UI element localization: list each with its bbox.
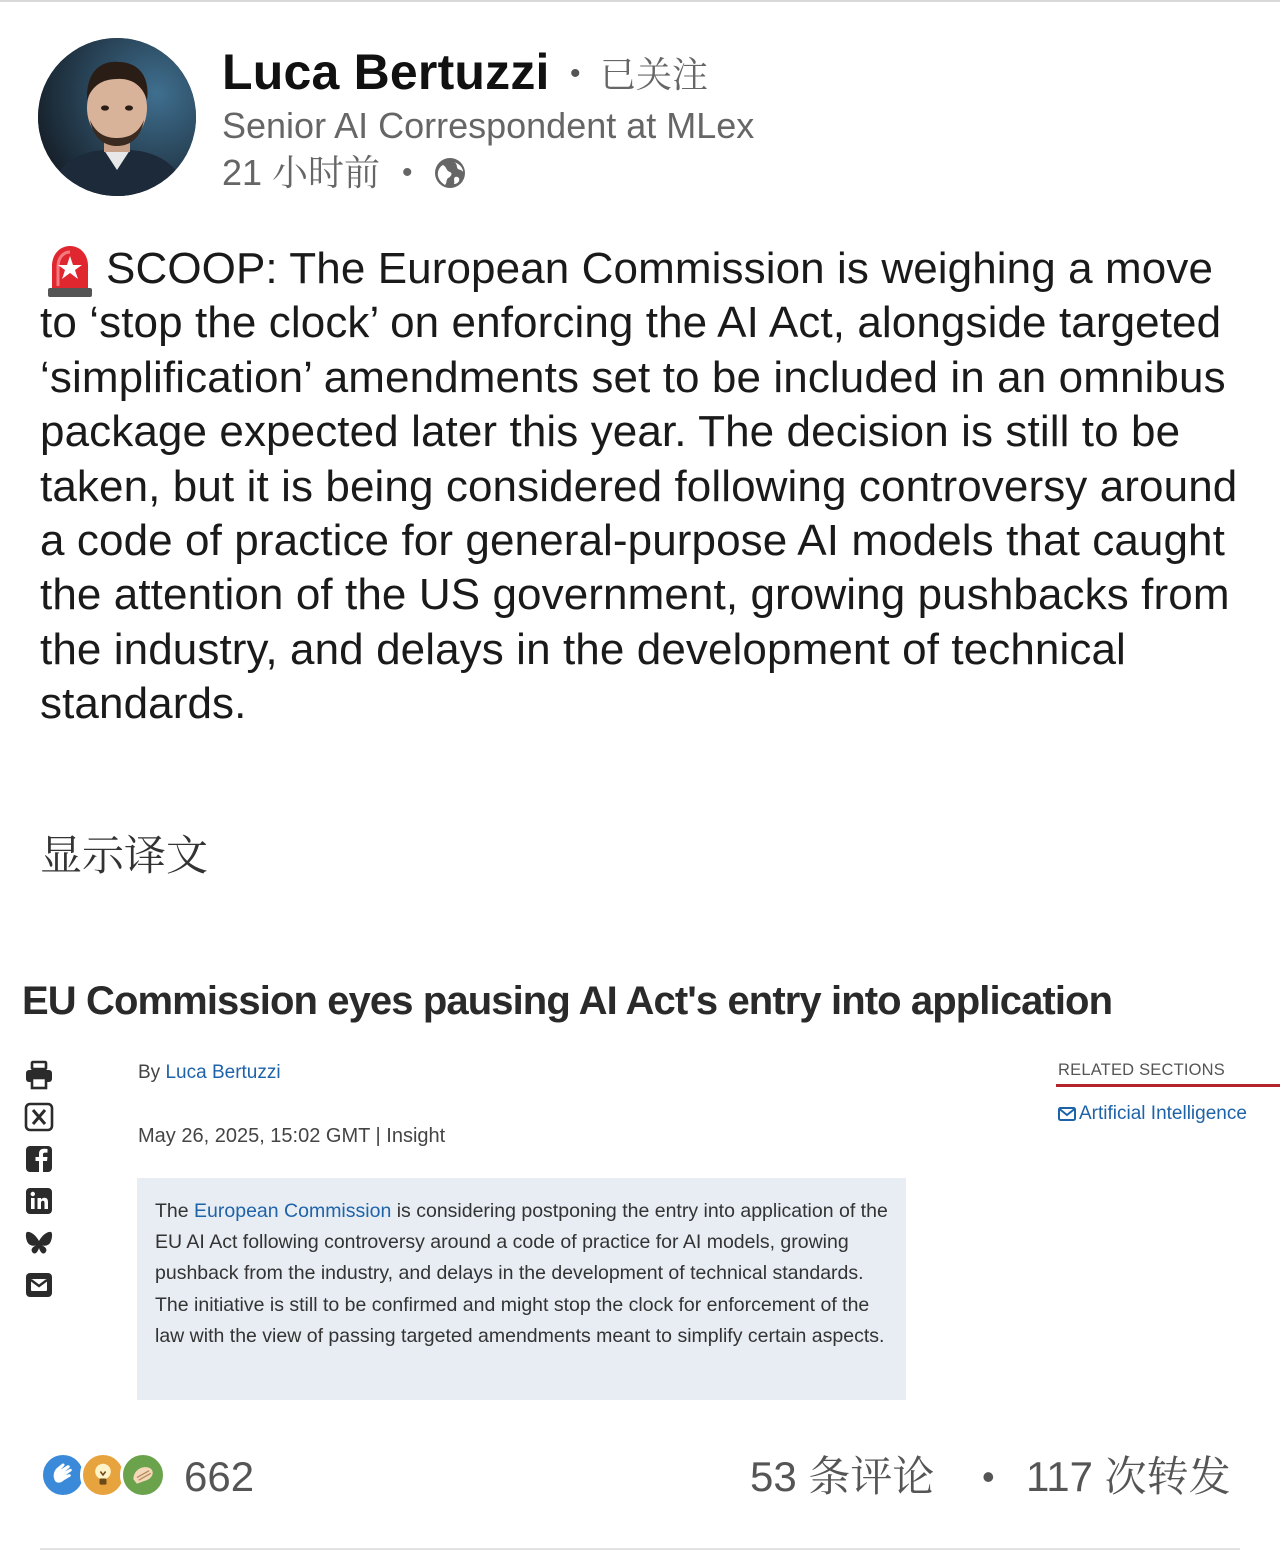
globe-icon (433, 156, 467, 190)
separator-dot: • (402, 156, 413, 189)
separator-dot: • (982, 1456, 995, 1497)
european-commission-link[interactable]: European Commission (194, 1200, 392, 1222)
comment-count[interactable]: 53 条评论 (750, 1453, 935, 1500)
bottom-divider (40, 1548, 1240, 1550)
email-icon[interactable] (24, 1270, 54, 1300)
follow-status[interactable]: 已关注 (600, 54, 709, 95)
x-icon[interactable] (24, 1102, 54, 1132)
avatar-portrait (38, 38, 196, 196)
article-dateline: May 26, 2025, 15:02 GMT | Insight (138, 1125, 446, 1147)
article-summary-box (137, 1178, 906, 1400)
envelope-icon (1058, 1106, 1076, 1122)
show-translation-button[interactable]: 显示译文 (40, 832, 209, 879)
share-toolbar (24, 1060, 58, 1312)
top-divider (0, 0, 1280, 2)
summary-start: The (155, 1200, 189, 1222)
byline-prefix: By (138, 1062, 161, 1083)
article-byline (138, 1060, 281, 1086)
repost-count[interactable]: 117 次转发 (1026, 1453, 1231, 1500)
separator-dot: • (570, 57, 581, 90)
related-section-label: Artificial Intelligence (1079, 1103, 1247, 1124)
post-time: 21 小时前 (222, 152, 381, 193)
bluesky-icon[interactable] (24, 1228, 54, 1258)
reaction-count[interactable]: 662 (184, 1453, 255, 1500)
post-text: SCOOP: The European Commission is weighing a move to ‘stop the clock’ on enforcing the AI Act, alongside targeted ‘simplification’ amendments set to be included in an omnibus package expected later this year. The decision is still to be taken, but it is being considered following controversy around a code of practice for general-purpose AI models that caught the attention of the US government, growing pushbacks from the industry, and delays in the development of technical standards. (40, 244, 1238, 729)
article-summary (155, 1196, 888, 1352)
article-title: EU Commission eyes pausing AI Act's entry into application (22, 979, 1113, 1023)
support-reaction-icon (120, 1452, 166, 1498)
facebook-icon[interactable] (24, 1144, 54, 1174)
reaction-icons[interactable] (40, 1452, 170, 1502)
summary-rest: is considering postponing the entry into application of the EU AI Act following controversy around a code of practice for AI models, growing pushback from the industry, and delays in the development of technical standards. The initiative is still to be confirmed and might stop the clock for enforcement of the law with the view of passing targeted amendments meant to simplify certain aspects. (155, 1200, 888, 1347)
related-sections-rule (1056, 1084, 1280, 1087)
print-icon[interactable] (24, 1060, 54, 1090)
author-name[interactable]: Luca Bertuzzi (222, 44, 550, 100)
linkedin-icon[interactable] (24, 1186, 54, 1216)
author-headline: Senior AI Correspondent at MLex (222, 105, 755, 146)
related-section-link[interactable] (1058, 1101, 1247, 1127)
byline-author-link[interactable]: Luca Bertuzzi (165, 1062, 281, 1083)
author-avatar[interactable] (38, 38, 196, 196)
related-sections-label: RELATED SECTIONS (1058, 1061, 1226, 1079)
